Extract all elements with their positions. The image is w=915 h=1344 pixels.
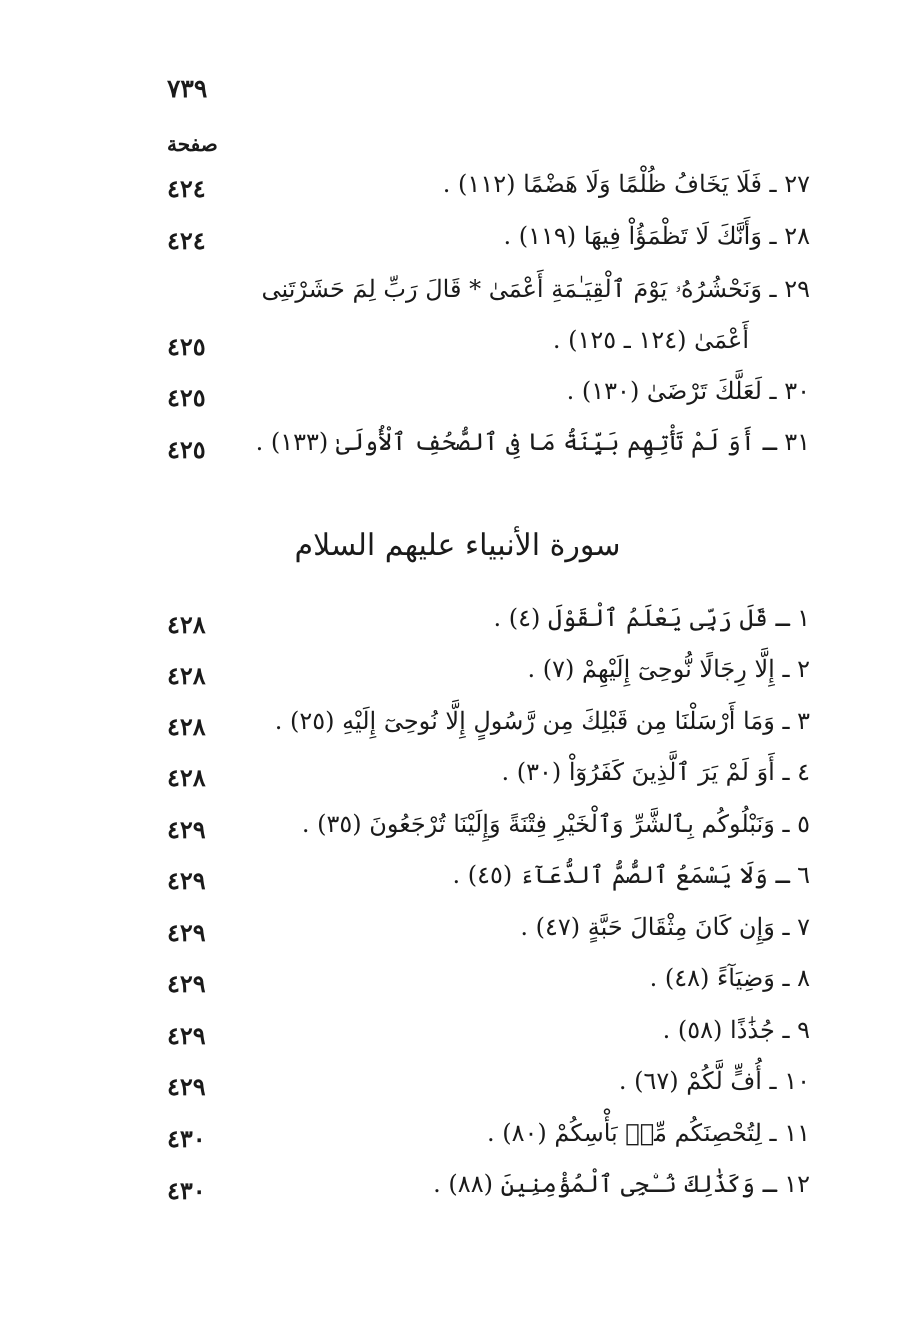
entry-text: ٩ ـ جُذَٰذًا (٥٨) . <box>662 1016 810 1044</box>
entry-page: ٤٢٥ <box>167 332 206 361</box>
entry-text: ٣١ ـ أَوَ لَمْ تَأْتِهِم بَيِّنَةُ مَا فِى ٱلصُّحُفِ ٱلْأُولَىٰ (١٣٣) . <box>255 428 810 456</box>
entry-page: ٤٢٩ <box>167 918 206 947</box>
entry-text: ٦ ـ وَلَا يَسْمَعُ ٱلصُّمُّ ٱلدُّعَآءَ (٤٥) . <box>452 861 810 889</box>
entry-text: ٣٠ ـ لَعَلَّكَ تَرْضَىٰ (١٣٠) . <box>566 377 810 405</box>
entry-page: ٤٢٥ <box>167 383 206 412</box>
entry-text: ٣ ـ وَمَا أَرْسَلْنَا مِن قَبْلِكَ مِن رَّسُولٍ إِلَّا نُوحِىٓ إِلَيْهِ (٢٥) . <box>274 707 810 735</box>
entry-page: ٤٢٩ <box>167 1072 206 1101</box>
entry-page: ٤٣٠ <box>167 1176 206 1205</box>
entry-page: ٤٢٥ <box>167 435 206 464</box>
page-column-header: صفحة <box>167 132 218 156</box>
entry-text: ٢ ـ إِلَّا رِجَالًا نُّوحِىٓ إِلَيْهِمْ (٧) . <box>527 655 810 683</box>
entry-text: ٢٩ ـ وَنَحْشُرُهُۥ يَوْمَ ٱلْقِيَـٰمَةِ أَعْمَىٰ * قَالَ رَبِّ لِمَ حَشَرْتَنِى <box>261 275 810 303</box>
entry-page: ٤٢٩ <box>167 815 206 844</box>
entry-page: ٤٢٩ <box>167 866 206 895</box>
entry-page: ٤٢٨ <box>167 610 206 639</box>
entry-text: ١٠ ـ أُفٍّ لَّكُمْ (٦٧) . <box>618 1067 810 1095</box>
entry-page: ٤٢٨ <box>167 712 206 741</box>
entry-text: ١ ـ قَلَ رَبِّى يَعْلَمُ ٱلْقَوْلَ (٤) . <box>493 604 810 632</box>
entry-page: ٤٢٩ <box>167 969 206 998</box>
entry-page: ٤٢٨ <box>167 661 206 690</box>
entry-text: ٢٨ ـ وَأَنَّكَ لَا تَظْمَؤُاْ فِيهَا (١١٩) . <box>503 222 810 250</box>
entry-page: ٤٢٩ <box>167 1021 206 1050</box>
entry-text-continuation: أَعْمَىٰ (١٢٤ ـ ١٢٥) . <box>552 326 749 354</box>
entry-text: ٥ ـ وَنَبْلُوكُم بِٱلشَّرِّ وَٱلْخَيْرِ فِتْنَةً وَإِلَيْنَا تُرْجَعُونَ (٣٥) . <box>301 810 810 838</box>
surah-title: سورة الأنبياء عليهم السلام <box>294 528 621 563</box>
entry-text: ٢٧ ـ فَلَا يَخَافُ ظُلْمًا وَلَا هَضْمًا (١١٢) . <box>442 170 810 198</box>
entry-text: ١١ ـ لِتُحْصِنَكُم مِّنۢ بَأْسِكُمْ (٨٠) . <box>486 1119 810 1147</box>
entry-page: ٤٢٨ <box>167 763 206 792</box>
entry-text: ٧ ـ وَإِن كَانَ مِثْقَالَ حَبَّةٍ (٤٧) . <box>520 913 810 941</box>
entry-page: ٤٣٠ <box>167 1124 206 1153</box>
page-number: ٧٣٩ <box>167 74 208 103</box>
entry-text: ١٢ ـ وَكَذَٰلِكَ نُـۨجِى ٱلْمُؤْمِنِينَ (٨٨) . <box>433 1170 810 1198</box>
entry-page: ٤٢٤ <box>167 174 206 203</box>
entry-text: ٨ ـ وَضِيَآءً (٤٨) . <box>649 964 810 992</box>
entry-text: ٤ ـ أَوَ لَمْ يَرَ ٱلَّذِينَ كَفَرُوٓاْ (٣٠) . <box>501 758 810 786</box>
entry-page: ٤٢٤ <box>167 226 206 255</box>
